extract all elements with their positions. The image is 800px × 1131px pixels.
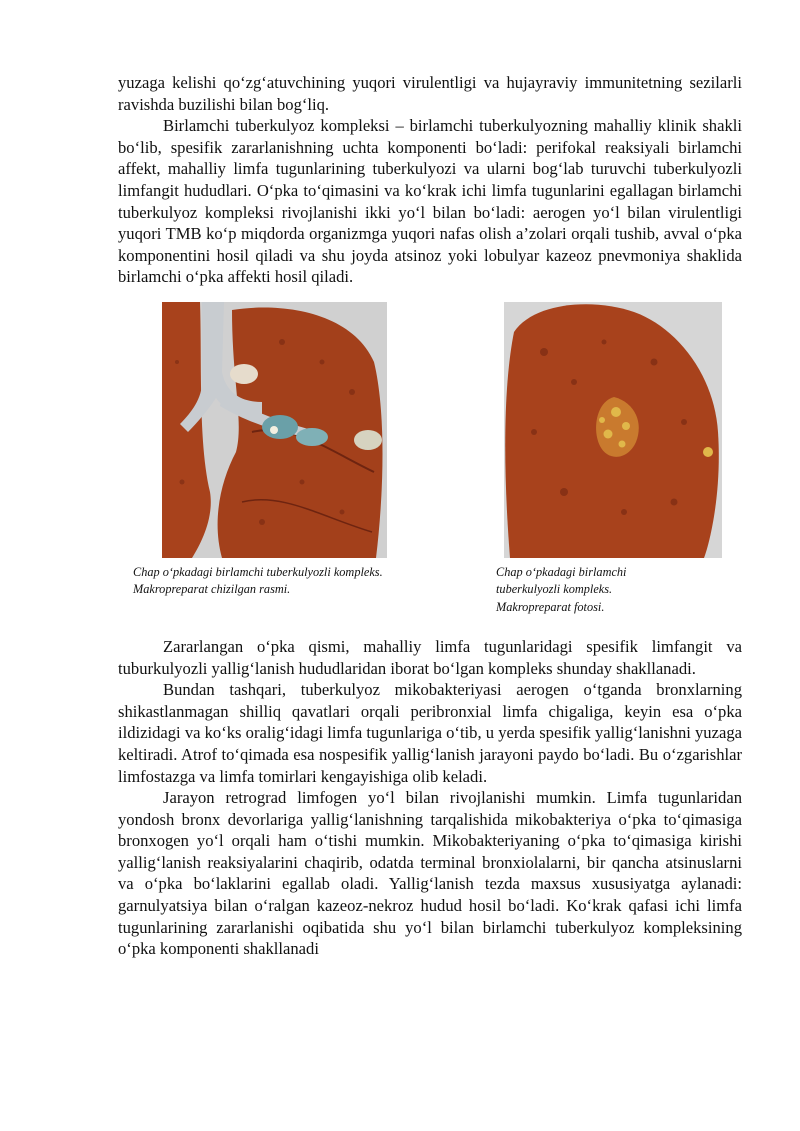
lung-drawing-illustration	[162, 302, 387, 558]
figure-row	[118, 302, 742, 632]
paragraph-2: Birlamchi tuberkulyoz kompleksi – birlamchi tuberkulyozning mahalliy klinik shakli bo‘lib, spesifik zararlanishning uchta komponenti bo‘ladi: perifokal reaksiyali birlamchi affekt, mahalliy limfa tugunlarining tuberkulyozi va ularni bog‘lab turuvchi tuberkulyozli limfangit hududlari. O‘pka to‘qimasini va ko‘krak ichi limfa tugunlarini egallagan birlamchi tuberkulyoz kompleksi rivojlanishi ikki yo‘l bilan bo‘ladi: aerogen yo‘l bilan virulentligi yuqori TMB ko‘p miqdorda organizmga yuqori nafas olish a’zolari orqali tushib, avval o‘pka komponentini hosil qiladi va shu joyda atsinoz yoki lobulyar kazeoz pnevmoniya shaklida birlamchi o‘pka affekti hosil qiladi.	[118, 116, 742, 287]
paragraph-3: Zararlangan o‘pka qismi, mahalliy limfa tugunlaridagi spesifik limfangit va tuburkulyozli yallig‘lanish hududlaridan iborat bo‘lgan kompleks shunday shakllanadi.	[118, 636, 742, 678]
left-figure-caption: Chap o‘pkadagi birlamchi tuberkulyozli kompleks. Makropreparat chizilgan rasmi.	[133, 564, 383, 597]
lung-drawing-figure	[162, 302, 387, 558]
lung-photo-illustration	[504, 302, 722, 558]
paragraph-5: Jarayon retrograd limfogen yo‘l bilan rivojlanishi mumkin. Limfa tugunlaridan yondosh bronx devorlariga yallig‘lanishning tarqalishida mikobakteriya o‘pka to‘qimasiga bronxogen yo‘l orqali ham o‘tishi mumkin. Mikobakteriyaning o‘pka to‘qimasiga kirishi yallig‘lanish reaksiyalarini chaqirib, odatda terminal bronxiolalarni, bir qancha atsinuslarni va o‘pka bo‘laklarini egallab oladi. Yallig‘lanish tezda maxsus xususiyatga aylanadi: garnulyatsiya bilan o‘ralgan kazeoz-nekroz hudud hosil bo‘ladi. Ko‘krak qafasi ichi limfa tugunlarining zararlanishi oqibatida shu yo‘l bilan birlamchi tuberkulyoz kompleksining o‘pka komponenti shakllanadi	[118, 788, 742, 959]
paragraph-4: Bundan tashqari, tuberkulyoz mikobakteriyasi aerogen o‘tganda bronxlarning shikastlanmagan shilliq qavatlari orqali peribronxial limfa chigaliga, keyin esa o‘pka ildizidagi va ko‘ks oralig‘idagi limfa tugunlariga o‘tib, u yerda spesifik yallig‘lanishni yuzaga keltiradi. Atrof to‘qimada esa nospesifik yallig‘lanish jarayoni paydo bo‘ladi. Bu o‘zgarishlar limfostazga va limfa tomirlari kengayishiga olib keladi.	[118, 680, 742, 786]
paragraph-1: yuzaga kelishi qo‘zg‘atuvchining yuqori virulentligi va hujayraviy immunitetning sezilarli ravishda buzilishi bilan bog‘liq.	[118, 73, 742, 114]
document-page	[118, 72, 742, 960]
lung-photo-figure	[504, 302, 722, 558]
right-figure-caption: Chap o‘pkadagi birlamchi tuberkulyozli kompleks. Makropreparat fotosi.	[496, 564, 627, 614]
